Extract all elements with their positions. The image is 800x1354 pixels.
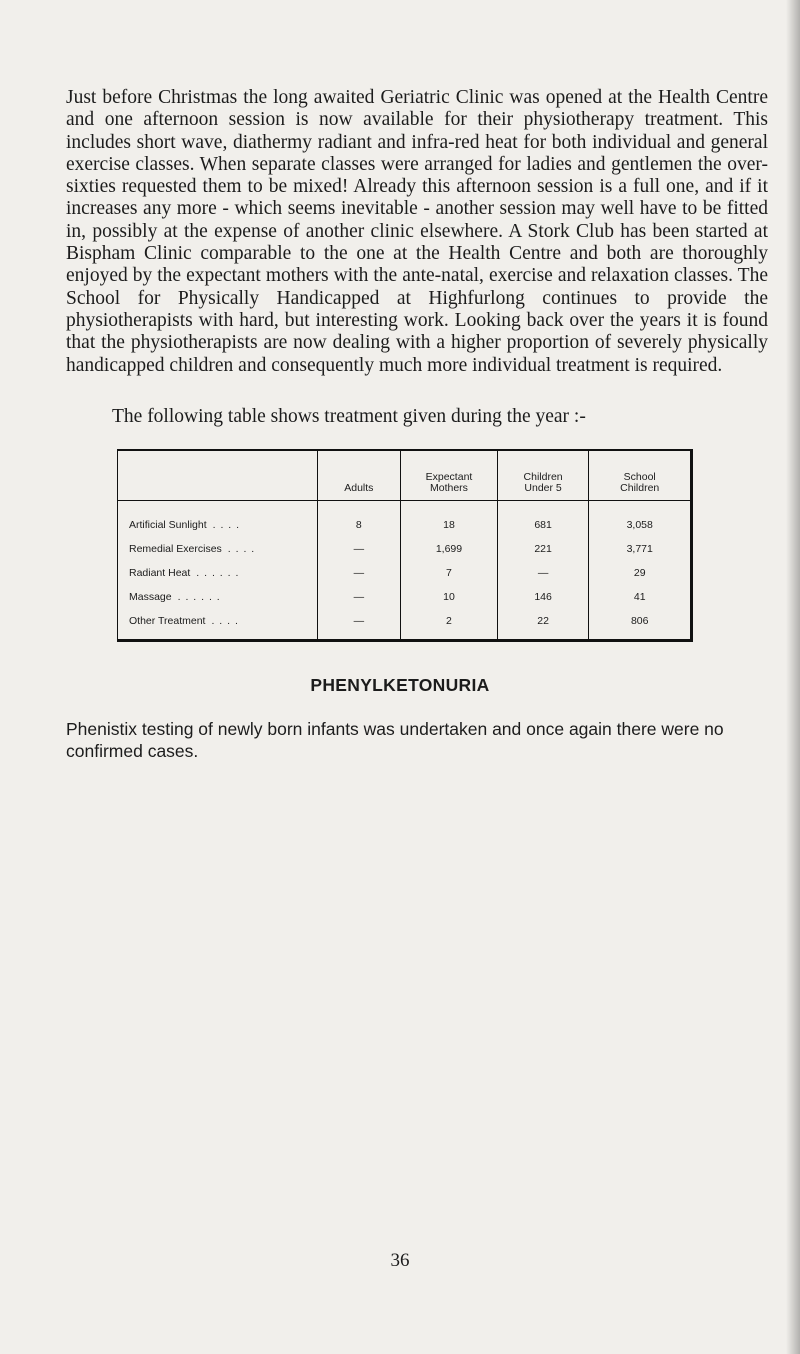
table-cell: 10 [401,585,498,609]
leader-dots: . . . . [212,519,241,531]
header-blank-cell [118,450,318,501]
table-cell: 29 [589,561,692,585]
table-intro-paragraph: The following table shows treatment given during the year :- [112,406,586,427]
table-cell: 8 [317,501,401,538]
table-cell: — [497,561,589,585]
table-cell: 22 [497,609,589,641]
header-expectant-mothers [401,450,498,501]
section-heading: PHENYLKETONURIA [310,675,490,695]
treatment-table [117,449,693,642]
row-label [118,537,318,561]
body-paragraph-physiotherapy: Just before Christmas the long awaited Geriatric Clinic was opened at the Health Centre and one afternoon session is now available for their physiotherapy treatment. This includes short wave, diathermy radiant and infra-red heat for both individual and general exercise classes. When separate classes were arranged for ladies and gentlemen the over-sixties requested them to be mixed! Already this afternoon session is a full one, and if it increases any more - which seems inevitable - another session may well have to be fitted in, possibly at the expense of another clinic elsewhere. A Stork Club has been started at Bispham Clinic comparable to the one at the Health Centre and both are thoroughly enjoyed by the expectant mothers with the ante-natal, exercise and relaxation classes. The School for Physically Handicapped at Highfurlong continues to provide the physiotherapists with hard, but interesting work. Looking back over the years it is found that the physiotherapists are now dealing with a higher proportion of severely physically handicapped children and consequently much more individual treatment is required. [66,87,768,376]
table-cell: 1,699 [401,537,498,561]
table-cell: 7 [401,561,498,585]
leader-dots: . . . . . . [196,567,240,579]
table-cell: 146 [497,585,589,609]
table-row [118,501,692,538]
table-cell: 41 [589,585,692,609]
row-label-text: Massage [129,591,172,603]
row-label [118,585,318,609]
header-children-under-5 [497,450,589,501]
table-cell: 3,058 [589,501,692,538]
table-cell: — [317,585,401,609]
row-label-text: Artificial Sunlight [129,519,207,531]
table-cell: 18 [401,501,498,538]
header-school-children [589,450,692,501]
header-adults [317,450,401,501]
table-header-row [118,450,692,501]
header-school-line2: Children [620,482,660,494]
header-expectant-line1: Expectant [425,471,473,483]
row-label-text: Other Treatment [129,615,206,627]
header-school-line1: School [623,471,656,483]
table-row [118,537,692,561]
leader-dots: . . . . . . [177,591,221,603]
table-cell: 2 [401,609,498,641]
leader-dots: . . . . [211,615,239,627]
row-label-text: Radiant Heat [129,567,191,579]
table-cell: 806 [589,609,692,641]
header-expectant-line2: Mothers [430,482,468,494]
row-label-text: Remedial Exercises [129,543,222,555]
header-children-line1: Children [523,471,563,483]
table-cell: 3,771 [589,537,692,561]
phenylketonuria-paragraph: Phenistix testing of newly born infants was undertaken and once again there were no confirmed cases. [66,719,724,761]
table-row [118,609,692,641]
row-label [118,561,318,585]
row-label [118,501,318,538]
leader-dots: . . . . [227,543,256,555]
table-cell: 221 [497,537,589,561]
table-cell: 681 [497,501,589,538]
table-cell: — [317,537,401,561]
table-row [118,561,692,585]
table-cell: — [317,561,401,585]
header-adults-line2: Adults [344,482,374,494]
page-number: 36 [390,1250,410,1271]
table-row [118,585,692,609]
table-cell: — [317,609,401,641]
header-children-line2: Under 5 [524,482,562,494]
row-label [118,609,318,641]
